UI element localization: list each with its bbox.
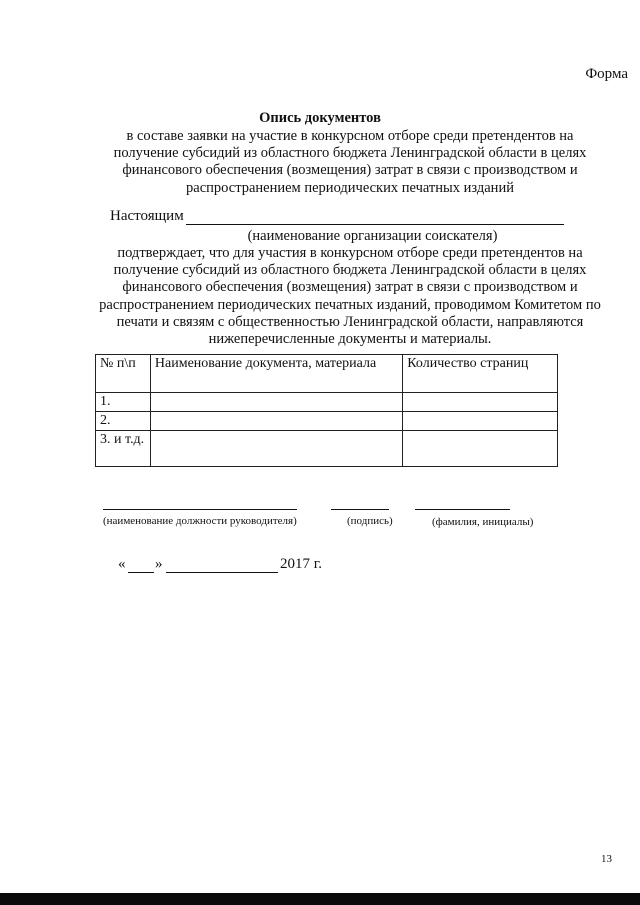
subtitle-line: финансового обеспечения (возмещения) затрат в связи с производством и bbox=[122, 162, 578, 179]
body-line: печати и связям с общественностью Ленинградской области, направляются bbox=[116, 313, 584, 330]
position-caption: (наименование должности руководителя) bbox=[103, 515, 297, 527]
form-label: Форма bbox=[585, 66, 628, 82]
body-line: нижеперечисленные документы и материалы. bbox=[208, 331, 492, 348]
row-number: 1. bbox=[96, 393, 151, 412]
subtitle-line: в составе заявки на участие в конкурсном отборе среди претендентов на bbox=[126, 128, 574, 144]
body-text bbox=[0, 245, 640, 348]
page-number: 13 bbox=[601, 853, 612, 865]
row-document-name[interactable] bbox=[150, 431, 402, 467]
subtitle bbox=[0, 128, 640, 197]
body-line: подтверждает, что для участия в конкурсном отборе среди претендентов на bbox=[117, 245, 583, 261]
header-page-count: Количество страниц bbox=[403, 355, 558, 393]
day-field[interactable] bbox=[128, 572, 154, 573]
date-close-quote: » bbox=[155, 556, 163, 572]
table-row bbox=[96, 393, 558, 412]
body-line: распространением периодических печатных изданий, проводимом Комитетом по bbox=[99, 296, 601, 313]
table-row bbox=[96, 431, 558, 467]
date-year: 2017 г. bbox=[280, 556, 322, 572]
table-row bbox=[96, 412, 558, 431]
subtitle-line: получение субсидий из областного бюджета Ленинградской области в целях bbox=[113, 145, 587, 162]
body-line: получение субсидий из областного бюджета Ленинградской области в целях bbox=[113, 262, 587, 279]
document-title: Опись документов bbox=[259, 110, 381, 126]
signature-line[interactable] bbox=[331, 509, 389, 510]
subtitle-line: распространением периодических печатных изданий bbox=[186, 179, 514, 196]
header-document-name: Наименование документа, материала bbox=[150, 355, 402, 393]
month-field[interactable] bbox=[166, 572, 278, 573]
date-open-quote: « bbox=[118, 556, 126, 572]
row-number: 3. и т.д. bbox=[96, 431, 151, 467]
signature-caption: (подпись) bbox=[347, 515, 393, 527]
row-document-name[interactable] bbox=[150, 412, 402, 431]
scan-edge bbox=[0, 893, 640, 905]
organization-caption: (наименование организации соискателя) bbox=[247, 228, 498, 244]
name-caption: (фамилия, инициалы) bbox=[432, 516, 534, 528]
row-number: 2. bbox=[96, 412, 151, 431]
body-line: финансового обеспечения (возмещения) затрат в связи с производством и bbox=[122, 279, 578, 296]
organization-name-field[interactable] bbox=[186, 224, 564, 225]
name-line[interactable] bbox=[415, 509, 510, 510]
documents-table bbox=[95, 354, 558, 467]
row-page-count[interactable] bbox=[403, 431, 558, 467]
position-line[interactable] bbox=[103, 509, 297, 510]
table-header-row bbox=[96, 355, 558, 393]
header-number: № п\п bbox=[96, 355, 151, 393]
row-document-name[interactable] bbox=[150, 393, 402, 412]
row-page-count[interactable] bbox=[403, 393, 558, 412]
presenter-prefix: Настоящим bbox=[110, 208, 184, 224]
row-page-count[interactable] bbox=[403, 412, 558, 431]
